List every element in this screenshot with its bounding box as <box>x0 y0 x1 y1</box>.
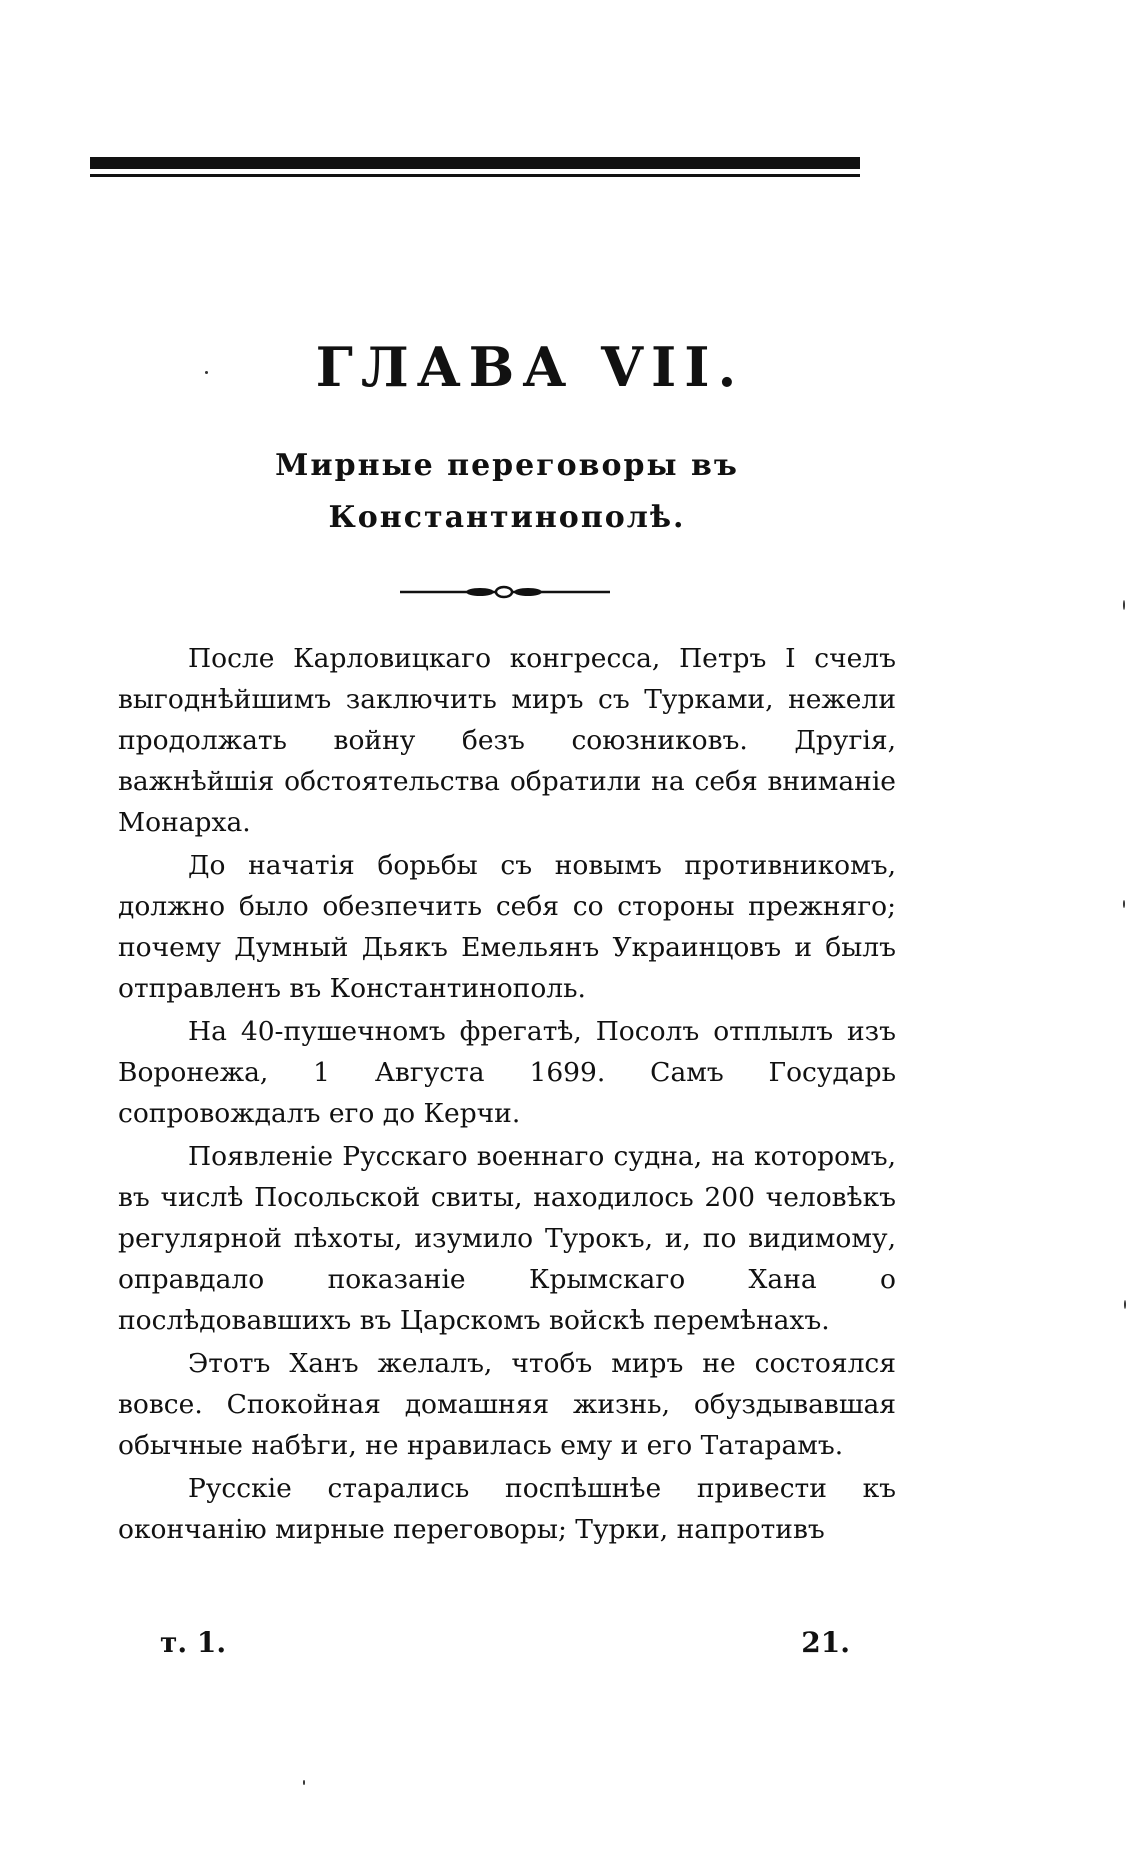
scan-speck <box>303 1780 305 1785</box>
top-rule-thin <box>90 174 860 177</box>
paragraph: На 40-пушечномъ фрегатѣ, Посолъ отплылъ изъ Воронежа, 1 Августа 1699. Самъ Государь сопровождалъ его до Керчи. <box>118 1016 896 1129</box>
scan-speck <box>1123 900 1125 908</box>
paragraph: До начатія борьбы съ новымъ противникомъ, должно было обезпечить себя со стороны прежняго; почему Думный Дьякъ Емельянъ Украинцовъ и былъ отправленъ въ Константинополь. <box>118 850 896 1004</box>
chapter-subtitle: Мирные переговоры въ Константинополѣ. <box>275 448 739 535</box>
scan-speck <box>1124 1300 1126 1309</box>
page-number: 21. <box>801 1626 850 1659</box>
paragraph: После Карловицкаго конгресса, Петръ I счелъ выгоднѣйшимъ заключить миръ съ Турками, нежели продолжать войну безъ союзниковъ. Другія, важнѣйшія обстоятельства обратили на себя вниманіе Монарха. <box>118 643 896 838</box>
signature-mark: т. 1. <box>160 1626 227 1659</box>
scan-speck <box>205 371 208 374</box>
ornament-divider-icon <box>400 584 610 600</box>
paragraph: Русскіе старались поспѣшнѣе привести къ окончанію мирные переговоры; Турки, напротивъ <box>118 1473 896 1545</box>
body-text <box>118 638 896 1550</box>
chapter-title: ГЛАВА VII. <box>315 335 745 399</box>
paragraph: Этотъ Ханъ желалъ, чтобъ миръ не состоялся вовсе. Спокойная домашняя жизнь, обуздывавшая обычные набѣги, не нравилась ему и его Татарамъ. <box>118 1348 896 1461</box>
scan-speck <box>1123 600 1125 610</box>
paragraph: Появленіе Русскаго военнаго судна, на которомъ, въ числѣ Посольской свиты, находилось 200 человѣкъ регулярной пѣхоты, изумило Турокъ, и, по видимому, оправдало показаніе Крымскаго Хана о послѣдовавшихъ въ Царскомъ войскѣ перемѣнахъ. <box>118 1141 896 1336</box>
top-rule-thick <box>90 157 860 169</box>
